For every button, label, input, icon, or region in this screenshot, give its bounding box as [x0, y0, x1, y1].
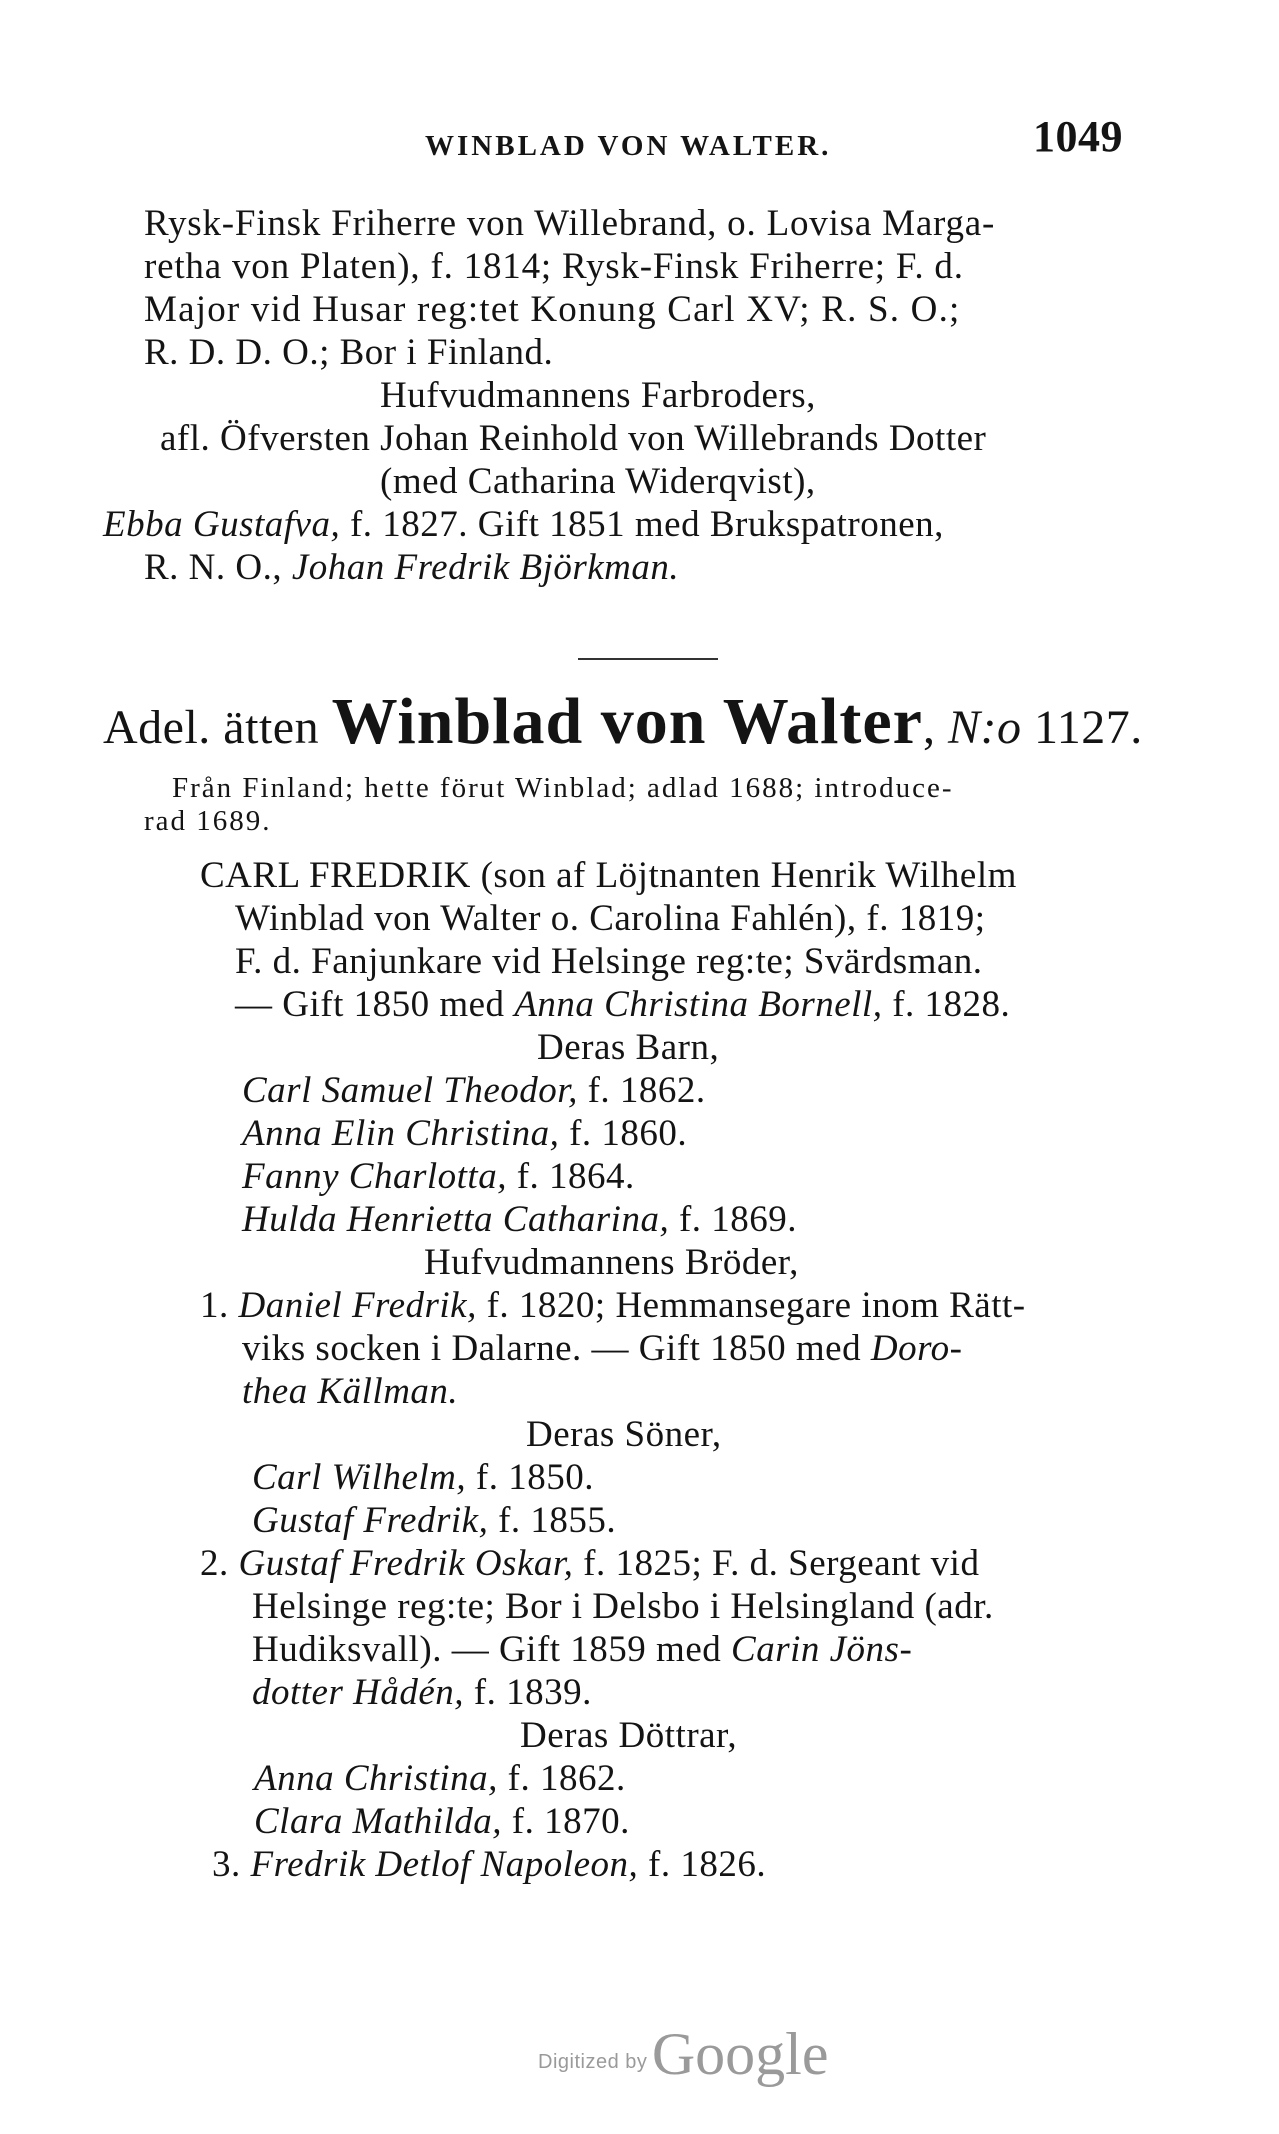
digitized-watermark: [538, 2020, 828, 2089]
person-name: Ebba Gustafva,: [103, 504, 341, 545]
text-line: R. N. O., Johan Fredrik Björkman.: [144, 547, 680, 588]
text-line: (med Catharina Widerqvist),: [380, 461, 816, 502]
text-line: [242, 1370, 458, 1414]
separator-rule: [578, 658, 718, 660]
child-entry: Anna Christina, f. 1862.: [254, 1758, 626, 1799]
text-line: viks socken i Dalarne. — Gift 1850 med Doro-: [242, 1328, 963, 1369]
person-name: Daniel Fredrik,: [238, 1285, 477, 1326]
person-name: Fredrik Detlof Napoleon,: [250, 1844, 639, 1885]
text-line: retha von Platen), f. 1814; Rysk-Finsk Friherre; F. d.: [144, 246, 964, 287]
person-name: Hulda Henrietta Catharina,: [242, 1199, 670, 1240]
child-entry: Clara Mathilda, f. 1870.: [254, 1801, 630, 1842]
text-line: 2. Gustaf Fredrik Oskar, f. 1825; F. d. Sergeant vid: [200, 1543, 980, 1584]
person-name: Johan Fredrik Björkman.: [291, 547, 680, 588]
text-line: Ebba Gustafva, f. 1827. Gift 1851 med Brukspatronen,: [103, 504, 944, 545]
text-line: Helsinge reg:te; Bor i Delsbo i Helsingland (adr.: [252, 1586, 994, 1627]
person-name: Fanny Charlotta,: [242, 1156, 507, 1197]
text-line: dotter Hådén, f. 1839.: [252, 1672, 592, 1713]
person-name: Anna Christina Bornell,: [514, 984, 883, 1025]
child-entry: Gustaf Fredrik, f. 1855.: [252, 1500, 617, 1541]
running-head: WINBLAD VON WALTER.: [425, 130, 832, 162]
text-line: Major vid Husar reg:tet Konung Carl XV; R. S. O.;: [144, 289, 961, 330]
person-name: thea Källman.: [242, 1371, 459, 1412]
text-line: F. d. Fanjunkare vid Helsinge reg:te; Svärdsman.: [235, 941, 983, 982]
person-name: Anna Elin Christina,: [242, 1113, 560, 1154]
person-name: Anna Christina,: [254, 1758, 498, 1799]
text-line: 3. Fredrik Detlof Napoleon, f. 1826.: [212, 1844, 767, 1885]
person-name: dotter Hådén,: [252, 1672, 465, 1713]
family-note: rad 1689.: [144, 805, 272, 837]
person-name: Doro-: [870, 1328, 963, 1369]
text-line: Rysk-Finsk Friherre von Willebrand, o. Lovisa Marga-: [144, 203, 996, 244]
section-heading: Deras Döttrar,: [520, 1715, 738, 1756]
text-line: — Gift 1850 med Anna Christina Bornell, f. 1828.: [235, 984, 1011, 1025]
section-heading: Deras Barn,: [537, 1027, 720, 1068]
person-name: Gustaf Fredrik,: [252, 1500, 489, 1541]
child-entry: Carl Wilhelm, f. 1850.: [252, 1457, 594, 1498]
person-name: Carl Samuel Theodor,: [242, 1070, 578, 1111]
text-line: Hudiksvall). — Gift 1859 med Carin Jöns-: [252, 1629, 913, 1670]
page-number: 1049: [1033, 112, 1123, 161]
section-heading: Hufvudmannens Bröder,: [424, 1242, 799, 1283]
section-heading: Deras Söner,: [526, 1414, 722, 1455]
text-line: CARL FREDRIK (son af Löjtnanten Henrik Wilhelm: [200, 855, 1017, 896]
text-line: 1. Daniel Fredrik, f. 1820; Hemmansegare inom Rätt-: [200, 1285, 1026, 1326]
text-line: R. D. D. O.; Bor i Finland.: [144, 332, 554, 373]
digitized-by-text: Digitized by: [538, 2051, 648, 2073]
person-name: Gustaf Fredrik Oskar,: [238, 1543, 574, 1584]
child-entry: Hulda Henrietta Catharina, f. 1869.: [242, 1199, 798, 1240]
family-title: Adel. ätten Winblad von Walter, N:o 1127.: [103, 685, 1143, 758]
family-note: Från Finland; hette förut Winblad; adlad 1688; introduce-: [172, 772, 954, 804]
person-name: Carin Jöns-: [731, 1629, 913, 1670]
google-logo: Google: [651, 2021, 829, 2087]
family-name: Winblad von Walter: [331, 685, 923, 758]
child-entry: Anna Elin Christina, f. 1860.: [242, 1113, 688, 1154]
section-heading: Hufvudmannens Farbroders,: [380, 375, 816, 416]
person-name: Clara Mathilda,: [254, 1801, 503, 1842]
child-entry: Fanny Charlotta, f. 1864.: [242, 1156, 635, 1197]
text-line: Winblad von Walter o. Carolina Fahlén), f. 1819;: [235, 898, 986, 939]
person-name: Carl Wilhelm,: [252, 1457, 467, 1498]
child-entry: Carl Samuel Theodor, f. 1862.: [242, 1070, 706, 1111]
text-line: afl. Öfversten Johan Reinhold von Willebrands Dotter: [160, 418, 987, 459]
